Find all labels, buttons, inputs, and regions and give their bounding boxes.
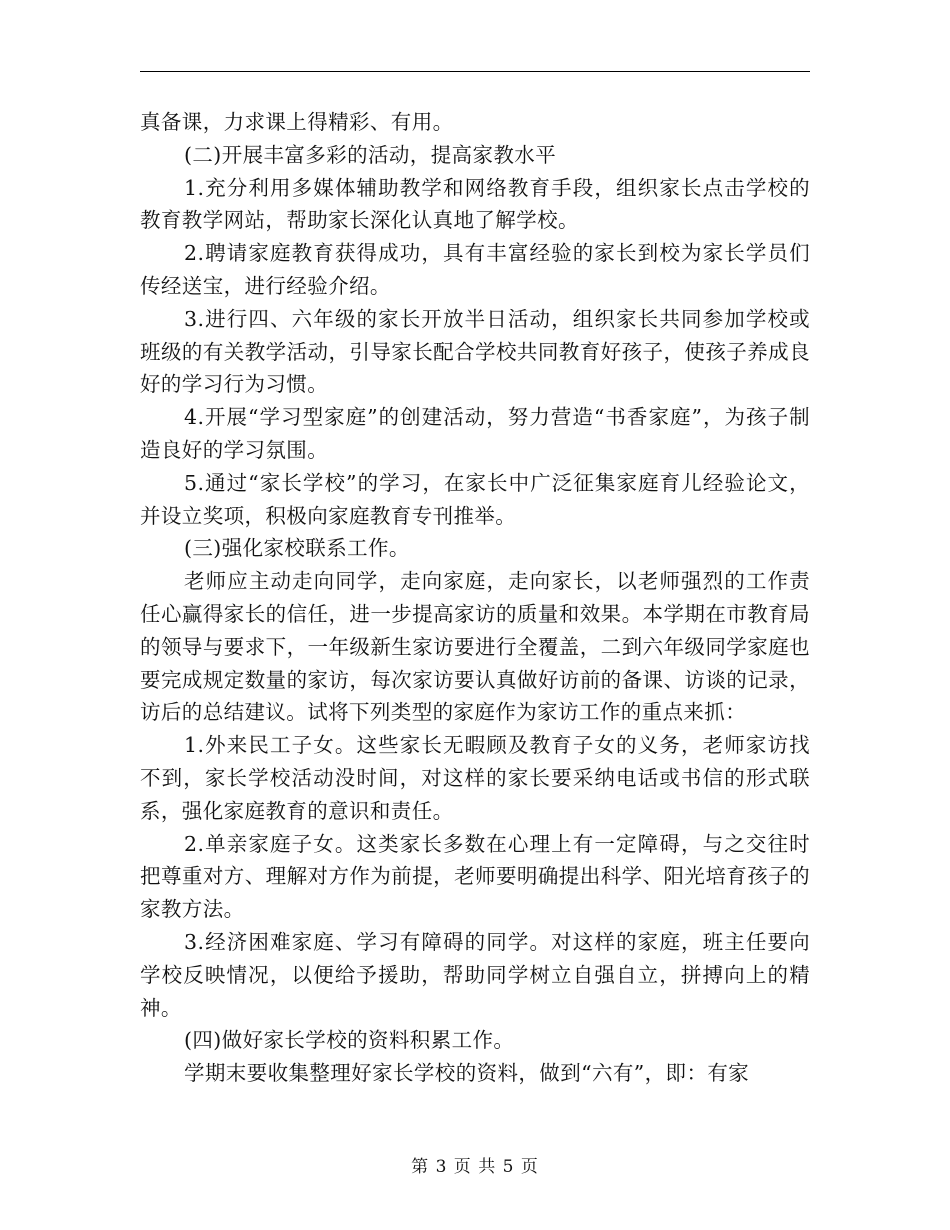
page-number-footer: 第 3 页 共 5 页 xyxy=(411,1157,539,1177)
paragraph: 2.单亲家庭子女。这类家长多数在心理上有一定障碍，与之交往时把尊重对方、理解对方作为前提，老师要明确提出科学、阳光培育孩子的家教方法。 xyxy=(140,831,810,922)
paragraph: 学期末要收集整理好家长学校的资料，做到“六有”，即：有家 xyxy=(184,1061,750,1086)
body-text xyxy=(140,106,810,1090)
header-rule xyxy=(140,71,810,72)
paragraph: 2.聘请家庭教育获得成功，具有丰富经验的家长到校为家长学员们传经送宝，进行经验介绍。 xyxy=(140,241,810,298)
paragraph: 1.外来民工子女。这些家长无暇顾及教育子女的义务，老师家访找不到，家长学校活动没时间，对这样的家长要采纳电话或书信的形式联系，强化家庭教育的意识和责任。 xyxy=(140,733,810,823)
paragraph: 老师应主动走向同学，走向家庭，走向家长，以老师强烈的工作责任心赢得家长的信任，进一步提高家访的质量和效果。本学期在市教育局的领导与要求下，一年级新生家访要进行全覆盖，二到六年级同学家庭也要完成规定数量的家访，每次家访要认真做好访前的备课、访谈的记录，访后的总结建议。试将下列类型的家庭作为家访工作的重点来抓： xyxy=(140,569,810,725)
section-heading: (二)开展丰富多彩的活动，提高家教水平 xyxy=(184,142,557,167)
section-heading: (三)强化家校联系工作。 xyxy=(184,536,410,561)
paragraph: 1.充分利用多媒体辅助教学和网络教育手段，组织家长点击学校的教育教学网站，帮助家长深化认真地了解学校。 xyxy=(140,175,810,233)
paragraph: 3.进行四、六年级的家长开放半日活动，组织家长共同参加学校或班级的有关教学活动，引导家长配合学校共同教育好孩子，使孩子养成良好的学习行为习惯。 xyxy=(140,306,810,397)
paragraph: 4.开展“学习型家庭”的创建活动，努力营造“书香家庭”，为孩子制造良好的学习氛围。 xyxy=(140,405,810,462)
paragraph: 5.通过“家长学校”的学习，在家长中广泛征集家庭育儿经验论文，并设立奖项，积极向家庭教育专刊推举。 xyxy=(140,470,810,528)
paragraph: 3.经济困难家庭、学习有障碍的同学。对这样的家庭，班主任要向学校反映情况，以便给予援助，帮助同学树立自强自立，拼搏向上的精神。 xyxy=(140,929,810,1020)
paragraph: 真备课，力求课上得精彩、有用。 xyxy=(140,110,454,134)
section-heading: (四)做好家长学校的资料积累工作。 xyxy=(184,1028,515,1053)
